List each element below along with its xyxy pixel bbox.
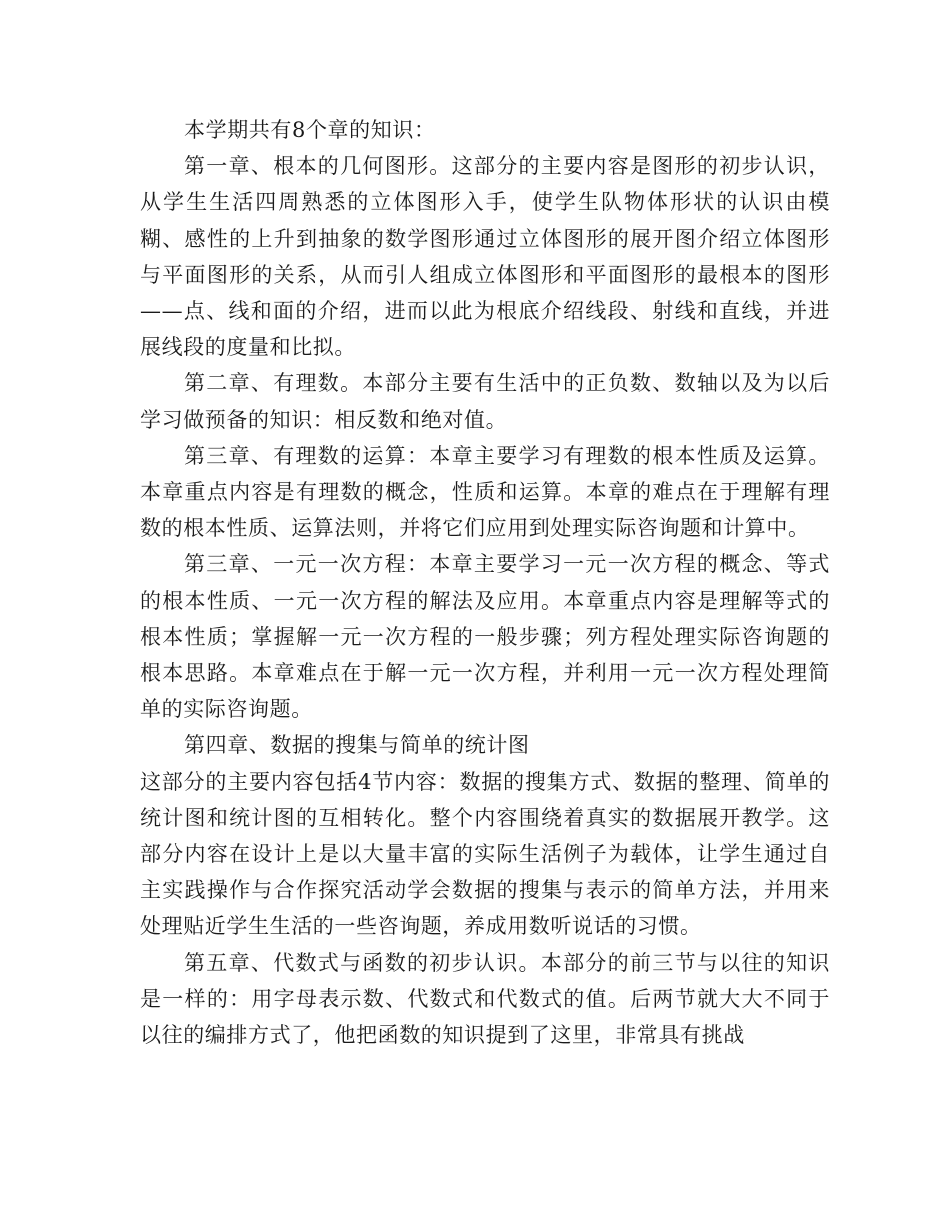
paragraph-chapter-3-equations: 第三章、一元一次方程：本章主要学习一元一次方程的概念、等式的根本性质、一元一次方程的解法及应用。本章重点内容是理解等式的根本性质；掌握解一元一次方程的一般步骤；列方程处理实际咨询题的根本思路。本章难点在于解一元一次方程，并利用一元一次方程处理简单的实际咨询题。 [140,552,830,722]
paragraph-chapter-3-arithmetic: 第三章、有理数的运算：本章主要学习有理数的根本性质及运算。本章重点内容是有理数的概念，性质和运算。本章的难点在于理解有理数的根本性质、运算法则，并将它们应用到处理实际咨询题和计算中。 [140,443,830,541]
paragraph-chapter-4-body: 这部分的主要内容包括4节内容：数据的搜集方式、数据的整理、简单的统计图和统计图的互相转化。整个内容围绕着真实的数据展开教学。这部分内容在设计上是以大量丰富的实际生活例子为载体，让学生通过自主实践操作与合作探究活动学会数据的搜集与表示的简单方法，并用来处理贴近学生生活的一些咨询题，养成用数听说话的习惯。 [140,769,830,939]
paragraph-chapter-2: 第二章、有理数。本部分主要有生活中的正负数、数轴以及为以后学习做预备的知识：相反数和绝对值。 [140,371,830,432]
document-body [140,112,830,1053]
paragraph-chapter-4-heading: 第四章、数据的搜集与简单的统计图 [184,733,530,758]
paragraph-chapter-5: 第五章、代数式与函数的初步认识。本部分的前三节与以往的知识是一样的：用字母表示数、代数式和代数式的值。后两节就大大不同于以往的编排方式了，他把函数的知识提到了这里，非常具有挑战 [140,950,830,1048]
paragraph-intro: 本学期共有8个章的知识： [184,118,436,142]
paragraph-chapter-1: 第一章、根本的几何图形。这部分的主要内容是图形的初步认识，从学生生活四周熟悉的立体图形入手，使学生队物体形状的认识由模糊、感性的上升到抽象的数学图形通过立体图形的展开图介绍立体图形与平面图形的关系，从而引人组成立体图形和平面图形的最根本的图形——点、线和面的介绍，进而以此为根底介绍线段、射线和直线，并进展线段的度量和比拟。 [140,154,830,360]
